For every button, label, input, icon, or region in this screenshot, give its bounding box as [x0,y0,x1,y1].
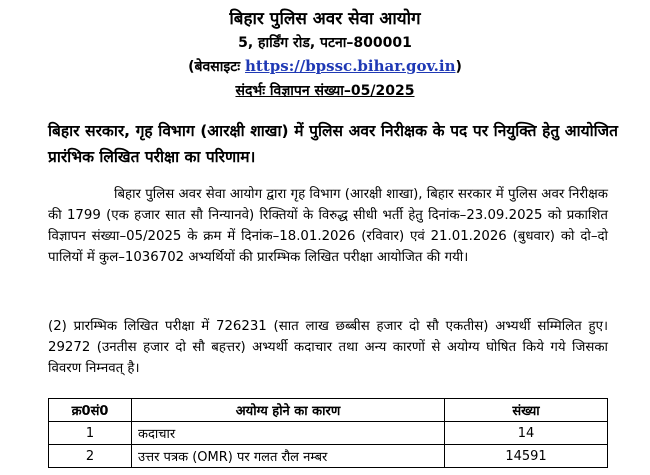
website-prefix: (बेवसाइटः [188,59,241,75]
reference-line [0,81,650,100]
row-serial: 2 [49,445,132,468]
row-reason: उत्तर पत्रक (OMR) पर गलत रौल नम्बर [132,445,445,468]
row-serial: 1 [49,422,132,445]
disqualification-table [48,398,608,468]
table-header-row [49,399,608,422]
reference-text: संदर्भः विज्ञापन संख्या–05/2025 [235,83,415,99]
table-row [49,422,608,445]
table-row [49,445,608,468]
row-count: 14591 [445,445,608,468]
col-count-header: संख्या [445,399,608,422]
col-reason-header: अयोग्य होने का कारण [132,399,445,422]
paragraph-2: (2) प्रारम्भिक लिखित परीक्षा में 726231 (सात लाख छब्बीस हजार दो सौ एकतीस) अभ्यर्थी सम्मिलित हुए। 29272 (उनतीस हजार दो सौ बहत्तर) अभ्यर्थी कदाचार तथा अन्य कारणों से अयोग्य घोषित किये गये जिसका विवरण निम्नवत् है। [48,319,608,376]
paragraph-1: बिहार पुलिस अवर सेवा आयोग द्वारा गृह विभाग (आरक्षी शाखा), बिहार सरकार में पुलिस अवर निरीक्षक की 1799 (एक हजार सात सौ निन्यानवे) रिक्तियों के विरुद्ध सीधी भर्ती हेतु दिनांक–23.09.2025 को प्रकाशित विज्ञापन संख्या–05/2025 के क्रम में दिनांक–18.01.2026 (रविवार) एवं 21.01.2026 (बुधवार) को दो–दो पालियों में कुल–1036702 अभ्यर्थियों की प्रारम्भिक लिखित परीक्षा आयोजित की गयी। [48,187,608,265]
row-count: 14 [445,422,608,445]
row-reason: कदाचार [132,422,445,445]
website-suffix: ) [455,59,462,75]
website-line [0,57,650,76]
organization-address: 5, हार्डिंग रोड, पटना–800001 [238,35,412,51]
website-link[interactable]: https://bpssc.bihar.gov.in [245,57,456,75]
notice-subject: बिहार सरकार, गृह विभाग (आरक्षी शाखा) में पुलिस अवर निरीक्षक के पद पर नियुक्ति हेतु आयोजित प्रारंभिक लिखित परीक्षा का परिणाम। [48,122,618,166]
organization-title: बिहार पुलिस अवर सेवा आयोग [229,9,421,29]
col-serial-header: क्र0सं0 [49,399,132,422]
